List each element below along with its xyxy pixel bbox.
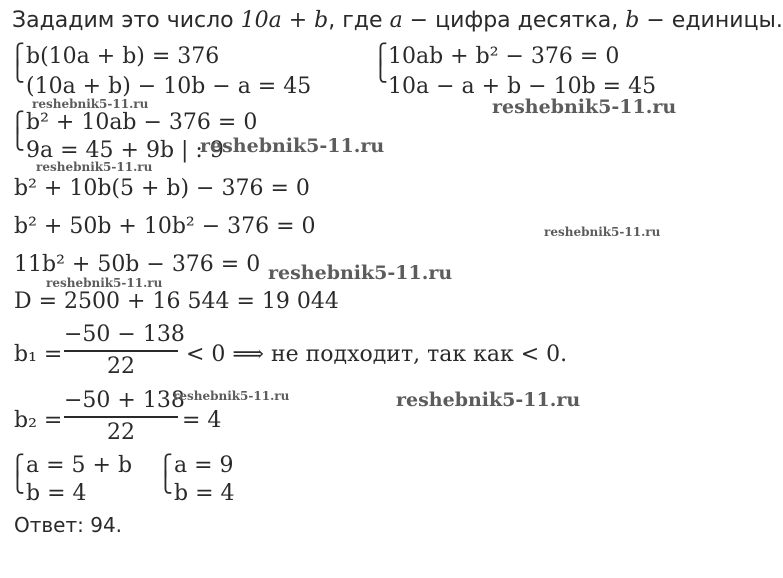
watermark-5: reshebnik5-11.ru (544, 225, 661, 239)
system4-brace: ⎧ ⎩ (10, 453, 25, 494)
intro-lead: Зададим это число (12, 8, 241, 33)
intro-line (12, 8, 783, 34)
root1-fraction (64, 322, 185, 380)
root1-lhs: b₁ = (14, 342, 63, 367)
intro-dash2: − единицы. (639, 8, 783, 33)
step-4: D = 2500 + 16 544 = 19 044 (14, 289, 339, 314)
root1-fraction-bar (64, 350, 178, 352)
root2-lhs: b₂ = (14, 408, 63, 433)
watermark-9: reshebnik5-11.ru (396, 389, 581, 411)
system3-line2: 9a = 45 + 9b | : 9 (26, 138, 224, 163)
watermark-6: reshebnik5-11.ru (268, 262, 453, 284)
root2-denominator: 22 (107, 420, 135, 445)
intro-dash1: − цифра десятка, (402, 8, 626, 33)
intro-var-b: b (625, 8, 640, 33)
system5-line1: a = 9 (174, 453, 234, 478)
system2-brace: ⎧ ⎩ (373, 42, 388, 83)
step-1: b² + 10b(5 + b) − 376 = 0 (14, 176, 310, 201)
watermark-3: reshebnik5-11.ru (36, 160, 153, 174)
watermark-2: reshebnik5-11.ru (492, 96, 677, 118)
intro-var-a: a (389, 8, 403, 33)
watermark-1: reshebnik5-11.ru (32, 97, 149, 111)
step-2: b² + 50b + 10b² − 376 = 0 (14, 214, 316, 239)
intro-expr: 10a + b (240, 8, 329, 33)
system5-line2: b = 4 (174, 481, 235, 506)
system5-brace: ⎧ ⎩ (158, 453, 173, 494)
root1-numerator: −50 − 138 (64, 322, 185, 347)
system1-line2: (10a + b) − 10b − a = 45 (26, 74, 312, 99)
system2-line2: 10a − a + b − 10b = 45 (388, 74, 657, 99)
watermark-4: reshebnik5-11.ru (200, 135, 385, 157)
answer-line: Ответ: 94. (14, 513, 123, 537)
system3-line1: b² + 10ab − 376 = 0 (26, 110, 258, 135)
root2-tail: = 4 (182, 408, 222, 433)
step-3: 11b² + 50b − 376 = 0 (14, 252, 261, 277)
system2-line1: 10ab + b² − 376 = 0 (388, 44, 620, 69)
system1-brace: ⎧ ⎩ (10, 42, 25, 83)
root2-fraction-bar (64, 416, 178, 418)
system3-brace: ⎧ ⎩ (10, 110, 25, 151)
system4-line2: b = 4 (26, 481, 87, 506)
root1-tail: < 0 ⟹ не подходит, так как < 0. (186, 342, 568, 367)
root1-denominator: 22 (107, 354, 135, 379)
intro-rest: , где (328, 8, 390, 33)
system4-line1: a = 5 + b (26, 453, 133, 478)
watermark-7: reshebnik5-11.ru (46, 276, 163, 290)
system1-line1: b(10a + b) = 376 (26, 44, 220, 69)
root2-fraction (64, 388, 185, 446)
root2-numerator: −50 + 138 (64, 388, 185, 413)
watermark-8: reshebnik5-11.ru (173, 389, 290, 403)
